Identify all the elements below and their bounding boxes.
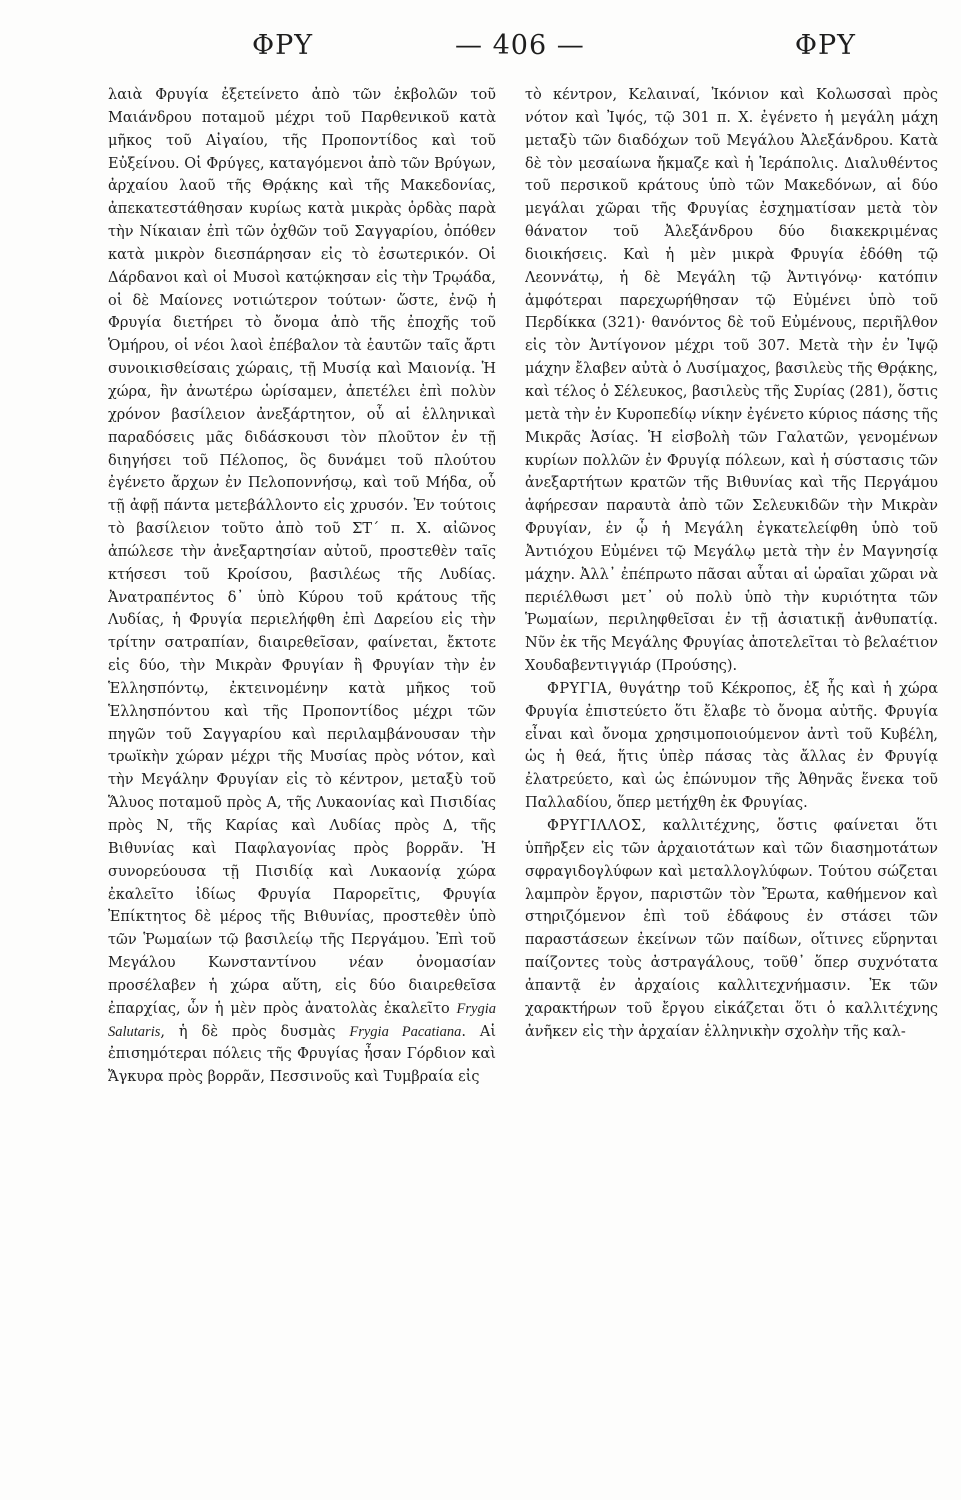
header-right-word: ΦΡΥ bbox=[794, 30, 856, 61]
left-column-text: λαιὰ Φρυγία ἐξετείνετο ἀπὸ τῶν ἐκβολῶν τοῦ Μαιάνδρου ποταμοῦ μέχρι τοῦ Παρθενικοῦ κατὰ μῆκος τοῦ Αἰγαίου, τῆς Προποντίδος καὶ τοῦ Εὐξείνου. Οἱ Φρύγες, καταγόμενοι ἀπὸ τῶν Βρύγων, ἀρχαίου λαοῦ τῆς Θρᾴκης καὶ τῆς Μακεδονίας, ἀπεκατεστάθησαν κυρίως κατὰ μικρὰς ὁρδὰς παρὰ τὴν Νίκαιαν ἐπὶ τῶν ὀχθῶν τοῦ Σαγγαρίου, ὁπόθεν κατὰ μικρὸν διεσπάρησαν εἰς τὸ ἐσωτερικόν. Οἱ Δάρδανοι καὶ οἱ Μυσοὶ κατῴκησαν εἰς τὴν Τρῳάδα, οἱ δὲ Μαίονες νοτιώτερον τούτων· ὥστε, ἐνῷ ἡ Φρυγία διετήρει τὸ ὄνομα ἀπὸ τῆς ἐποχῆς τοῦ Ὁμήρου, οἱ νέοι λαοὶ ἐπέβαλον τὰ ἑαυτῶν ταῖς ἄρτι συνοικισθείσαις χώραις, τῇ Μυσίᾳ καὶ Μαιονίᾳ. Ἡ χώρα, ἣν ἀνωτέρω ὡρίσαμεν, ἀπετέλει ἐπὶ πολὺν χρόνον βασίλειον ἀνεξάρτητον, οὗ αἱ ἑλληνικαὶ παραδόσεις μᾶς διδάσκουσι τὸν πλοῦτον ἐν τῇ διηγήσει τοῦ Πέλοπος, ὃς δυνάμει τοῦ πλούτου ἐγένετο ἄρχων ἐν Πελοποννήσῳ, καὶ τοῦ Μήδα, οὗ τῇ ἀφῇ πάντα μετεβάλλοντο εἰς χρυσόν. Ἐν τούτοις τὸ βασίλειον τοῦτο ἀπὸ τοῦ ΣΤ´ π. Χ. αἰῶνος ἀπώλεσε τὴν ἀνεξαρτησίαν αὐτοῦ, προστεθὲν ταῖς κτήσεσι τοῦ Κροίσου, βασιλέως τῆς Λυδίας. Ἀνατραπέντος δ᾽ ὑπὸ Κύρου τοῦ κράτους τῆς Λυδίας, ἡ Φρυγία περιελήφθη ἐπὶ Δαρείου εἰς τὴν τρίτην σατραπίαν, διαιρεθεῖσαν, φαίνεται, ἔκτοτε εἰς δύο, τὴν Μικρὰν Φρυγίαν ἢ Φρυγίαν τὴν ἐν Ἑλλησπόντῳ, ἐκτεινομένην κατὰ μῆκος τοῦ Ἑλλησπόντου καὶ τῆς Προποντίδος μέχρι τῶν πηγῶν τοῦ Σαγγαρίου καὶ περιλαμβάνουσαν τὴν τρωϊκὴν χώραν μέχρι τῆς Μυσίας πρὸς νότον, καὶ τὴν Μεγάλην Φρυγίαν εἰς τὸ κέντρον, μεταξὺ τοῦ Ἅλυος ποταμοῦ πρὸς Α, τῆς Λυκαονίας καὶ Πισιδίας πρὸς Ν, τῆς Καρίας καὶ Λυδίας πρὸς Δ, τῆς Βιθυνίας καὶ Παφλαγονίας πρὸς βορρᾶν. Ἡ συνορεύουσα τῇ Πισιδίᾳ καὶ Λυκαονίᾳ χώρα ἐκαλεῖτο ἰδίως Φρυγία Παρορεῖτις, Φρυγία Ἐπίκτητος δὲ μέρος τῆς Βιθυνίας, προστεθὲν ὑπὸ τῶν Ῥωμαίων τῷ βασιλείῳ τῆς Περγάμου. Ἐπὶ τοῦ Μεγάλου Κωνσταντίνου νέαν ὀνομασίαν προσέλαβεν ἡ χώρα αὕτη, εἰς δύο διαιρεθεῖσα ἐπαρχίας, ὧν ἡ μὲν πρὸς ἀνατολὰς ἐκαλεῖτο bbox=[108, 87, 496, 1017]
latin-term-salutaris: Frygia Salutaris bbox=[108, 1000, 496, 1040]
entry-text-phrygillos: , καλλιτέχνης, ὅστις φαίνεται ὅτι ὑπῆρξεν εἰς τῶν ἀρχαιοτάτων καὶ τῶν διασημοτάτων σφραγιδογλύφων καὶ μεταλλογλύφων. Τούτου σώζεται λαμπρὸν ἔργον, παριστῶν τὸν Ἔρωτα, καθήμενον καὶ στηριζόμενον ἐπὶ τοῦ ἐδάφους ἐν στάσει τῶν παραστάσεων ἐκείνων τῶν παίδων, οἵτινες εὕρηνται παίζοντες τοὺς ἀστραγάλους, τοῦθ᾽ ὅπερ συχνότατα ἀπαντᾷ ἐν ἀρχαίοις καλλιτεχνήμασιν. Ἐκ τῶν χαρακτήρων τοῦ ἔργου εἰκάζεται ὅτι ὁ καλλιτέχνης ἀνῆκεν εἰς τὴν ἀρχαίαν ἑλληνικὴν σχολὴν τῆς καλ- bbox=[525, 818, 938, 1040]
left-column bbox=[108, 84, 496, 1484]
running-header bbox=[100, 30, 860, 80]
left-column-end-text: . Αἱ ἐπισημότεραι πόλεις τῆς Φρυγίας ἦσαν Γόρδιον καὶ Ἄγκυρα πρὸς βορρᾶν, Πεσσινοῦς καὶ Τυμβραία εἰς bbox=[108, 1023, 496, 1086]
left-column-mid-text: , ἡ δὲ πρὸς δυσμὰς bbox=[160, 1023, 336, 1040]
latin-term-pacatiana: Frygia Pacatiana bbox=[349, 1023, 462, 1040]
entry-phrygillos bbox=[525, 815, 938, 1043]
entry-lemma-phrygillos: ΦΡΥΓΙΛΛΟΣ bbox=[547, 818, 642, 834]
header-left-word: ΦΡΥ bbox=[252, 30, 314, 61]
entry-phrygia-daughter bbox=[525, 678, 938, 815]
entry-phrygia-end bbox=[525, 84, 938, 678]
right-column-text: τὸ κέντρον, Κελαιναί, Ἰκόνιον καὶ Κολωσσαὶ πρὸς νότον καὶ Ἰψός, τῷ 301 π. Χ. ἐγένετο ἡ μεγάλη μάχη μεταξὺ τῶν διαδόχων τοῦ Μεγάλου Ἀλεξάνδρου. Κατὰ δὲ τὸν μεσαίωνα ἤκμαζε καὶ ἡ Ἱεράπολις. Διαλυθέντος τοῦ περσικοῦ κράτους ὑπὸ τῶν Μακεδόνων, αἱ δύο μεγάλαι χῶραι τῆς Φρυγίας ἐσχηματίσαν μετὰ τὸν θάνατον τοῦ Ἀλεξάνδρου δύο διακεκριμένας διοικήσεις. Καὶ ἡ μὲν μικρὰ Φρυγία ἐδόθη τῷ Λεοννάτῳ, ἡ δὲ Μεγάλη τῷ Ἀντιγόνῳ· κατόπιν ἀμφότεραι παρεχωρήθησαν τῷ Εὐμένει ὑπὸ τοῦ Περδίκκα (321)· θανόντος δὲ τοῦ Εὐμένους, περιῆλθον εἰς τὸν Ἀντίγονον μέχρι τοῦ 307. Μετὰ τὴν ἐν Ἰψῷ μάχην ἔλαβεν αὐτὰ ὁ Λυσίμαχος, βασιλεὺς τῆς Θρᾴκης, καὶ τέλος ὁ Σέλευκος, βασιλεὺς τῆς Συρίας (281), ὅστις μετὰ τὴν ἐν Κυροπεδίῳ νίκην ἐγένετο κύριος πάσης τῆς Μικρᾶς Ἀσίας. Ἡ εἰσβολὴ τῶν Γαλατῶν, γενομένων κυρίων πολλῶν ἐν Φρυγίᾳ πόλεων, καὶ ἡ σύστασις τῶν ἀνεξαρτήτων κρατῶν τῆς Βιθυνίας καὶ τῆς Περγάμου ἀφήρεσαν παραυτὰ ἀπὸ τῶν Σελευκιδῶν τὴν Μικρὰν Φρυγίαν, ἐν ᾧ ἡ Μεγάλη ἐγκατελείφθη ὑπὸ τοῦ Ἀντιόχου Εὐμένει τῷ Μεγάλῳ μετὰ τὴν ἐν Μαγνησίᾳ μάχην. Ἀλλ᾽ ἐπέπρωτο πᾶσαι αὗται αἱ ὡραῖαι χῶραι νὰ περιέλθωσι μετ᾽ οὐ πολὺ ὑπὸ τὴν κυριότητα τῶν Ῥωμαίων, περιληφθεῖσαι ἐν τῇ ἀσιατικῇ ἀνθυπατίᾳ. Νῦν ἐκ τῆς Μεγάλης Φρυγίας ἀποτελεῖται τὸ βελαέτιον Χουδαβεντιγγιάρ (Προύσης). bbox=[525, 87, 938, 675]
entry-phrygia-continuation bbox=[108, 84, 496, 1089]
right-column bbox=[525, 84, 938, 1484]
entry-lemma-phrygia: ΦΡΥΓΙΑ bbox=[547, 680, 608, 697]
page-number: — 406 — bbox=[455, 30, 585, 61]
entry-text-phrygia: , θυγάτηρ τοῦ Κέκροπος, ἐξ ἧς καὶ ἡ χώρα Φρυγία ἐπιστεύετο ὅτι ἔλαβε τὸ ὄνομα αὐτῆς. Φρυγία εἶναι καὶ ὄνομα χρησιμοποιούμενον ἀντὶ τοῦ Κυβέλη, ὡς ἡ θεά, ἥτις ὑπὲρ πάσας τὰς ἄλλας ἐν Φρυγίᾳ ἐλατρεύετο, καὶ ὡς ἐπώνυμον τῆς Ἀθηνᾶς ἕνεκα τοῦ Παλλαδίου, ὅπερ μετήχθη ἐκ Φρυγίας. bbox=[525, 680, 938, 812]
